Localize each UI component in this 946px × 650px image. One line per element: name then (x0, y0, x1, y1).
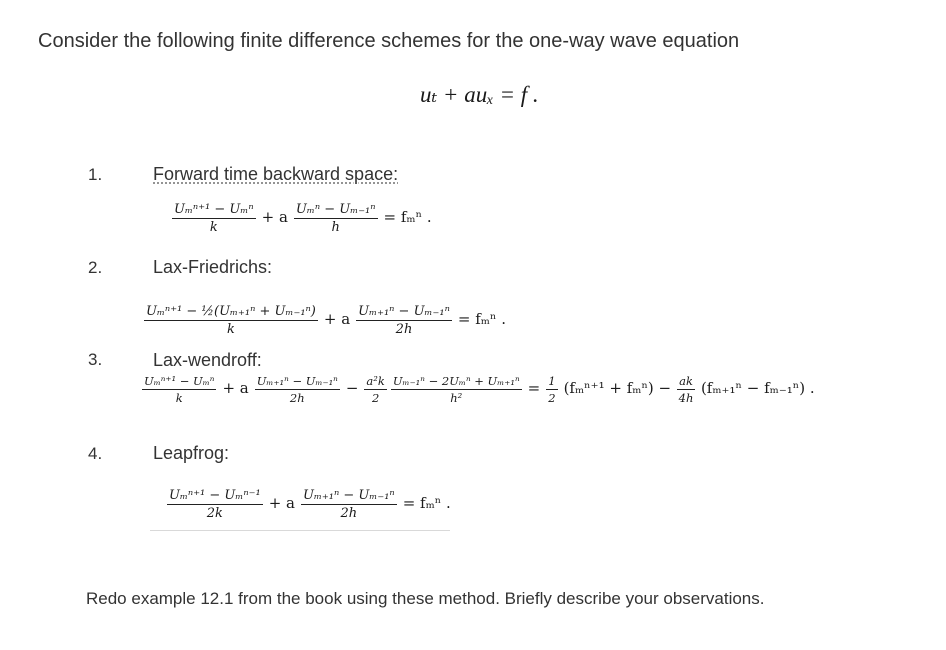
formula-operator: = fₘⁿ . (383, 208, 432, 226)
scheme-formula-2 (142, 304, 510, 337)
formula-fraction (142, 374, 216, 405)
scheme-name-forward-time-backward-space: Forward time backward space: (153, 164, 399, 184)
scheme-name-lax-wendroff: Lax-wendroff: (153, 350, 262, 370)
intro-text: Consider the following finite difference schemes for the one-way wave equation (38, 30, 740, 52)
scheme-formula-4 (165, 488, 455, 521)
fraction-numerator: ak (679, 374, 693, 388)
fraction-numerator: Uₘⁿ⁺¹ − Uₘⁿ⁻¹ (169, 488, 261, 503)
scheme-number-3: 3. (88, 350, 103, 369)
wave-equation: uₜ + auₓ = f . (420, 82, 539, 107)
formula-fraction (546, 374, 557, 405)
fraction-denominator: k (226, 322, 235, 337)
fraction-numerator: a²k (366, 374, 385, 388)
formula-operator: (fₘ₊₁ⁿ − fₘ₋₁ⁿ) . (700, 378, 815, 397)
fraction-denominator: 2h (340, 506, 358, 521)
fraction-denominator: h (331, 220, 340, 235)
fraction-denominator: 2h (289, 391, 305, 405)
formula-fraction (172, 202, 256, 235)
fraction-numerator: 1 (548, 374, 556, 388)
scheme-number-1: 1. (88, 165, 103, 184)
divider-line (150, 530, 450, 531)
fraction-denominator: k (175, 391, 183, 405)
formula-operator: + a (323, 310, 351, 328)
scheme-formula-3 (140, 374, 819, 405)
fraction-denominator: h² (450, 391, 463, 405)
formula-fraction (391, 374, 522, 405)
fraction-numerator: Uₘ₊₁ⁿ − Uₘ₋₁ⁿ (358, 304, 450, 319)
formula-operator: − (345, 378, 359, 397)
closing-instruction: Redo example 12.1 from the book using these method. Briefly describe your observations. (86, 589, 765, 608)
fraction-denominator: k (209, 220, 218, 235)
fraction-numerator: Uₘⁿ⁺¹ − Uₘⁿ (144, 374, 215, 388)
formula-operator: = fₘⁿ . (402, 494, 451, 512)
formula-fraction (167, 488, 263, 521)
fraction-numerator: Uₘ₋₁ⁿ − 2Uₘⁿ + Uₘ₊₁ⁿ (392, 374, 520, 388)
fraction-denominator: 2h (395, 322, 413, 337)
fraction-numerator: Uₘⁿ⁺¹ − ½(Uₘ₊₁ⁿ + Uₘ₋₁ⁿ) (146, 304, 316, 319)
scheme-name-leapfrog: Leapfrog: (153, 443, 230, 463)
formula-fraction (294, 202, 378, 235)
formula-operator: + a (268, 494, 295, 512)
formula-fraction (356, 304, 452, 337)
fraction-denominator: 4h (678, 391, 694, 405)
formula-operator: (fₘⁿ⁺¹ + fₘⁿ) − (563, 378, 672, 397)
formula-operator: = fₘⁿ . (457, 310, 506, 328)
formula-operator: + a (222, 378, 249, 397)
scheme-number-4: 4. (88, 444, 103, 463)
fraction-denominator: 2 (371, 391, 380, 405)
fraction-numerator: Uₘⁿ⁺¹ − Uₘⁿ (174, 202, 254, 217)
fraction-numerator: Uₘⁿ − Uₘ₋₁ⁿ (295, 202, 376, 217)
scheme-name-lax-friedrichs: Lax-Friedrichs: (153, 257, 273, 277)
formula-operator: + a (261, 208, 288, 226)
formula-operator: = (527, 378, 541, 397)
scheme-number-2: 2. (88, 258, 103, 277)
formula-fraction (677, 374, 695, 405)
fraction-numerator: Uₘ₊₁ⁿ − Uₘ₋₁ⁿ (256, 374, 338, 388)
formula-fraction (144, 304, 318, 337)
formula-fraction (364, 374, 386, 405)
fraction-denominator: 2k (206, 506, 223, 521)
formula-fraction (301, 488, 397, 521)
scheme-formula-1 (170, 202, 436, 235)
formula-fraction (255, 374, 340, 405)
fraction-denominator: 2 (548, 391, 556, 405)
fraction-numerator: Uₘ₊₁ⁿ − Uₘ₋₁ⁿ (302, 488, 395, 503)
